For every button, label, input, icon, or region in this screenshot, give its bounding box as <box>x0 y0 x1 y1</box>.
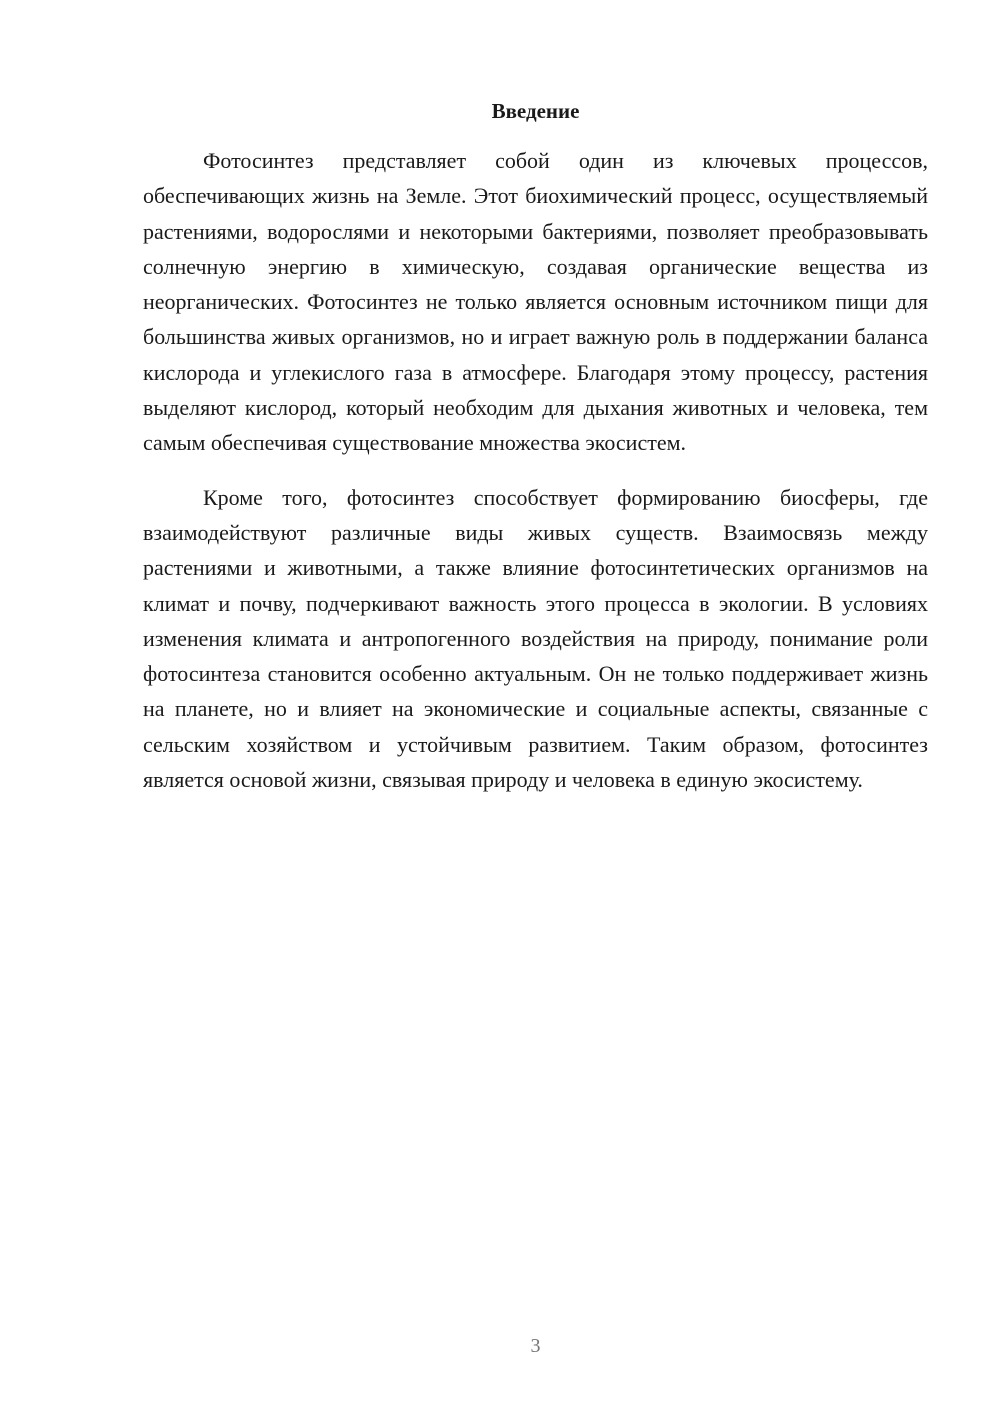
page-number: 3 <box>530 1335 541 1357</box>
section-heading: Введение <box>491 99 580 123</box>
paragraph-2: Кроме того, фотосинтез способствует формированию биосферы, где взаимодействуют различные виды живых существ. Взаимосвязь между растениями и животными, а также влияние фотосинтетических организмов на климат и почву, подчеркивают важность этого процесса в экологии. В условиях изменения климата и антропогенного воздействия на природу, понимание роли фотосинтеза становится особенно актуальным. Он не только поддерживает жизнь на планете, но и влияет на экономические и социальные аспекты, связанные с сельским хозяйством и устойчивым развитием. Таким образом, фотосинтез является основой жизни, связывая природу и человека в единую экосистему. <box>143 484 928 793</box>
body-text <box>143 143 928 797</box>
paragraph-1: Фотосинтез представляет собой один из ключевых процессов, обеспечивающих жизнь на Земле. Этот биохимический процесс, осуществляемый растениями, водорослями и некоторыми бактериями, позволяет преобразовывать солнечную энергию в химическую, создавая органические вещества из неорганических. Фотосинтез не только является основным источником пищи для большинства живых организмов, но и играет важную роль в поддержании баланса кислорода и углекислого газа в атмосфере. Благодаря этому процессу, растения выделяют кислород, который необходим для дыхания животных и человека, тем самым обеспечивая существование множества экосистем. <box>143 148 928 456</box>
